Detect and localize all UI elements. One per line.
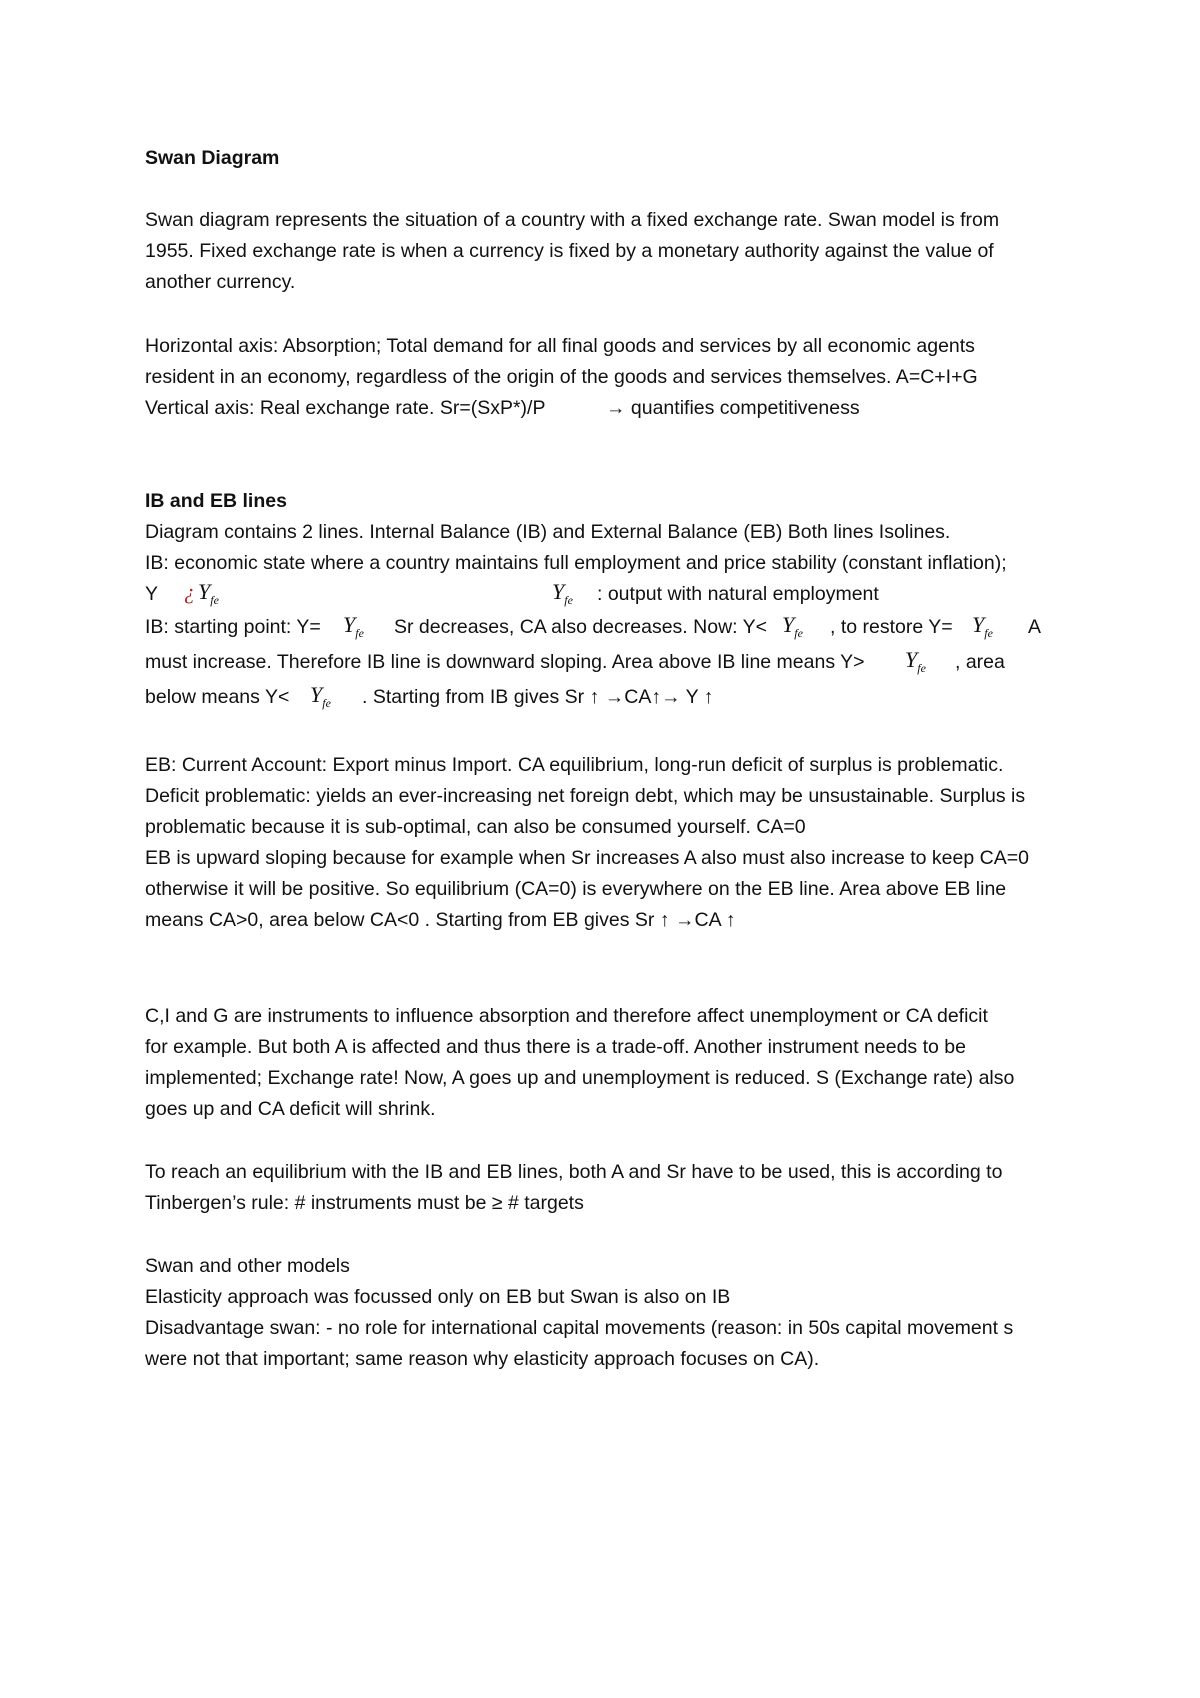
- tinbergen-line-1: To reach an equilibrium with the IB and EB lines, both A and Sr have to be used, this is according to: [145, 1161, 1003, 1183]
- eb-line-1: EB: Current Account: Export minus Import. CA equilibrium, long-run deficit of surplus is problematic.: [145, 754, 1004, 776]
- horizontal-axis-line-1: Horizontal axis: Absorption; Total demand for all final goods and services by all economic agents: [145, 335, 975, 357]
- ib-below-line-a: below means Y<: [145, 686, 290, 708]
- horizontal-axis-line-2: resident in an economy, regardless of the origin of the goods and services themselves. A=C+I+G: [145, 366, 978, 388]
- instruments-line-3: implemented; Exchange rate! Now, A goes up and unemployment is reduced. S (Exchange rate) also: [145, 1067, 1015, 1089]
- ib-eb-line-3: [145, 582, 158, 606]
- yfe-description: : output with natural employment: [597, 583, 879, 605]
- eb-line-4: EB is upward sloping because for example when Sr increases A also must also increase to keep CA=0: [145, 847, 1029, 869]
- yfe-symbol: $Y_{fe}$: [343, 612, 364, 640]
- instruments-line-2: for example. But both A is affected and thus there is a trade-off. Another instrument needs to be: [145, 1036, 966, 1058]
- intro-line-3: another currency.: [145, 271, 296, 293]
- right-arrow-icon: →: [605, 397, 626, 419]
- vertical-axis-text: Vertical axis: Real exchange rate. Sr=(SxP*)/P: [145, 397, 546, 419]
- ib-start-line-c: , to restore Y=: [830, 616, 953, 638]
- yfe-symbol: $Y_{fe}$: [198, 579, 219, 607]
- inverted-question-symbol: ¿: [184, 579, 195, 604]
- vertical-axis-tail: quantifies competitiveness: [630, 397, 860, 419]
- ib-start-line-a: IB: starting point: Y=: [145, 616, 321, 638]
- ib-below-line-b: . Starting from IB gives Sr ↑ →CA↑→ Y ↑: [362, 686, 714, 708]
- ib-eb-heading: IB and EB lines: [145, 490, 287, 512]
- y-label: Y: [145, 583, 159, 605]
- intro-line-2: 1955. Fixed exchange rate is when a currency is fixed by a monetary authority against the value of: [145, 240, 994, 262]
- document-title: Swan Diagram: [145, 147, 280, 169]
- yfe-symbol: $Y_{fe}$: [310, 682, 331, 710]
- ib-slope-line-b: , area: [955, 651, 1005, 673]
- ib-eb-line-1: Diagram contains 2 lines. Internal Balance (IB) and External Balance (EB) Both lines Isolines.: [145, 521, 951, 543]
- ib-start-line-d: A: [1028, 616, 1042, 638]
- eb-line-5: otherwise it will be positive. So equilibrium (CA=0) is everywhere on the EB line. Area above EB line: [145, 878, 1007, 900]
- eb-line-6: means CA>0, area below CA<0 . Starting from EB gives Sr ↑ →CA ↑: [145, 909, 736, 931]
- instruments-line-1: C,I and G are instruments to influence absorption and therefore affect unemployment or CA deficit: [145, 1005, 988, 1027]
- intro-line-1: Swan diagram represents the situation of a country with a fixed exchange rate. Swan model is from: [145, 209, 1000, 231]
- eb-line-2: Deficit problematic: yields an ever-increasing net foreign debt, which may be unsustainable. Surplus is: [145, 785, 1026, 807]
- eb-line-3: problematic because it is sub-optimal, can also be consumed yourself. CA=0: [145, 816, 806, 838]
- other-models-line-1: Elasticity approach was focussed only on EB but Swan is also on IB: [145, 1286, 731, 1308]
- ib-slope-line-a: must increase. Therefore IB line is downward sloping. Area above IB line means Y>: [145, 651, 865, 673]
- other-models-line-2: Disadvantage swan: - no role for international capital movements (reason: in 50s capital movement s: [145, 1317, 1014, 1339]
- other-models-line-3: were not that important; same reason why elasticity approach focuses on CA).: [145, 1348, 820, 1370]
- tinbergen-line-2: Tinbergen’s rule: # instruments must be ≥ # targets: [145, 1192, 584, 1214]
- ib-eb-line-2: IB: economic state where a country maintains full employment and price stability (constant inflation);: [145, 552, 1007, 574]
- ib-start-line-b: Sr decreases, CA also decreases. Now: Y<: [394, 616, 768, 638]
- yfe-symbol: $Y_{fe}$: [905, 647, 926, 675]
- instruments-line-4: goes up and CA deficit will shrink.: [145, 1098, 436, 1120]
- yfe-symbol: $Y_{fe}$: [552, 579, 573, 607]
- yfe-symbol: $Y_{fe}$: [972, 612, 993, 640]
- vertical-axis-line: [145, 396, 860, 420]
- yfe-symbol: $Y_{fe}$: [782, 612, 803, 640]
- other-models-heading: Swan and other models: [145, 1255, 350, 1277]
